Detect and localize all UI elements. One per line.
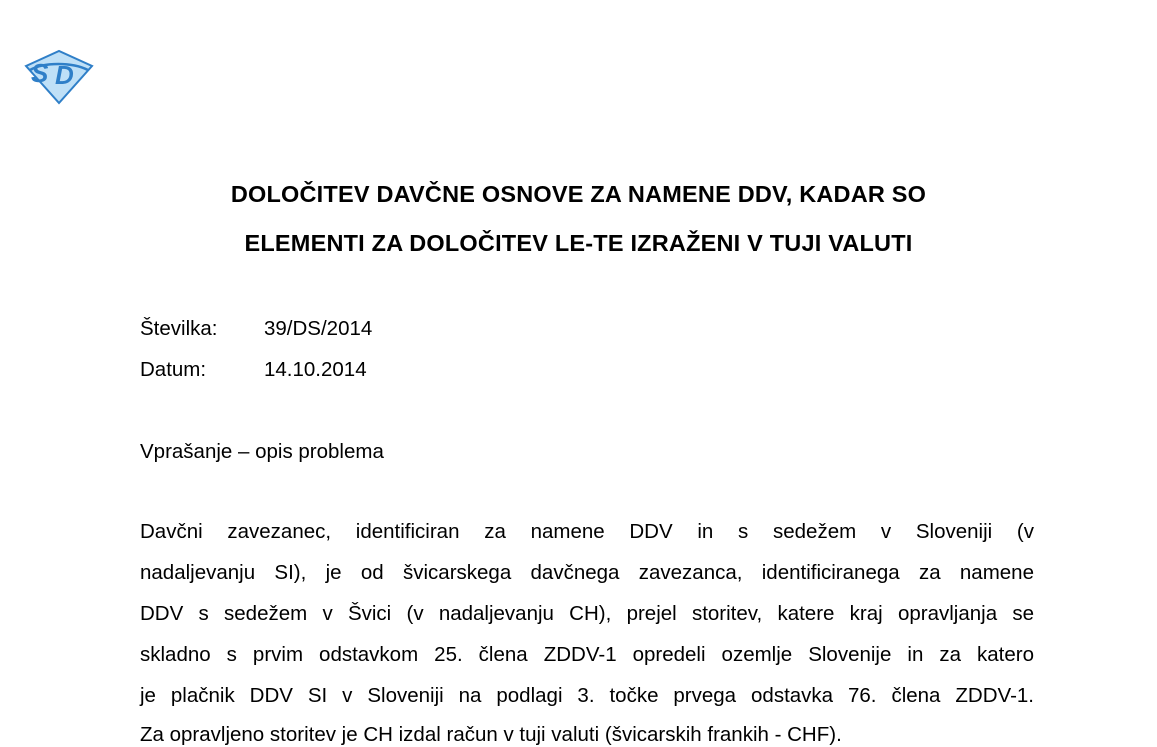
number-label: Številka: (140, 317, 218, 340)
body-line: Davčni zavezanec, identificiran za namene DDV in s sedežem v Sloveniji (v (140, 520, 1034, 543)
body-line: DDV s sedežem v Švici (v nadaljevanju CH), prejel storitev, katere kraj opravljanja se (140, 602, 1034, 625)
date-label: Datum: (140, 358, 207, 381)
svg-text:D: D (55, 60, 74, 90)
document-title-line-2: ELEMENTI ZA DOLOČITEV LE-TE IZRAŽENI V TUJI VALUTI (244, 230, 913, 256)
body-line: skladno s prvim odstavkom 25. člena ZDDV-1 opredeli ozemlje Slovenije in za katero (140, 643, 1034, 666)
logo-icon (22, 48, 96, 106)
svg-text:S: S (31, 58, 49, 88)
body-line: nadaljevanju SI), je od švicarskega davčnega zavezanca, identificiranega za namene (140, 561, 1034, 584)
document-title-line-1: DOLOČITEV DAVČNE OSNOVE ZA NAMENE DDV, KADAR SO (230, 181, 927, 207)
body-line: je plačnik DDV SI v Sloveniji na podlagi 3. točke prvega odstavka 76. člena ZDDV-1. (140, 684, 1034, 707)
section-heading: Vprašanje – opis problema (140, 440, 384, 463)
body-line: Za opravljeno storitev je CH izdal račun v tuji valuti (švicarskih frankih - CHF). (140, 723, 842, 746)
number-value: 39/DS/2014 (264, 317, 373, 340)
date-value: 14.10.2014 (264, 358, 367, 381)
